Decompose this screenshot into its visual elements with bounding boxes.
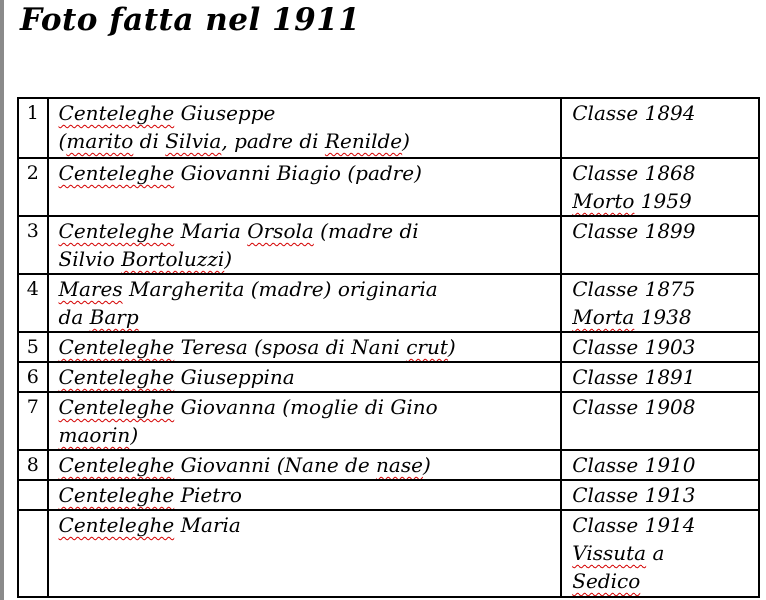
birth-year-line: Vissuta a [572,541,665,565]
spellcheck-flagged-word: Mares [58,277,123,301]
spellcheck-flagged-word: Morto [572,189,635,213]
birth-year-cell [561,98,759,158]
person-name-cell [48,158,562,216]
person-name-line: Centeleghe Giovanna (moglie di Gino [58,395,438,419]
row-number-cell: 6 [18,362,48,392]
birth-year-cell [561,392,759,450]
spellcheck-flagged-word: marito [66,129,134,153]
table-row [18,274,759,332]
person-name-cell [48,450,562,480]
spellcheck-flagged-word: Sedico [572,569,641,593]
person-name-cell [48,274,562,332]
birth-year-line: Classe 1903 [572,335,696,359]
birth-year-cell [561,216,759,274]
person-name-line: Centeleghe Giovanni (Nane de nase) [58,453,431,477]
page-left-edge [0,0,4,600]
person-name-cell [48,98,562,158]
birth-year-line: Classe 1894 [572,101,696,125]
spellcheck-flagged-word: Centeleghe [58,395,175,419]
table-row [18,332,759,362]
spellcheck-flagged-word: Vissuta [572,541,647,565]
row-number-cell: 3 [18,216,48,274]
birth-year-line: Classe 1891 [572,365,696,389]
birth-year-cell [561,450,759,480]
spellcheck-flagged-word: Centeleghe [58,101,175,125]
spellcheck-flagged-word: Centeleghe [58,453,175,477]
birth-year-cell [561,274,759,332]
table-row [18,392,759,450]
birth-year-line: Morta 1938 [572,305,692,329]
spellcheck-flagged-word: Renilde [324,129,403,153]
person-name-line: Mares Margherita (madre) originaria [58,277,438,301]
person-name-line: Centeleghe Teresa (sposa di Nani crut) [58,335,456,359]
spellcheck-flagged-word: Centeleghe [58,365,175,389]
table-row [18,362,759,392]
birth-year-line [572,567,754,595]
person-name-cell [48,216,562,274]
person-name-line: (marito di Silvia, padre di Renilde) [58,129,410,153]
person-name-cell [48,392,562,450]
row-number-cell: 2 [18,158,48,216]
person-name-cell [48,362,562,392]
birth-year-line: Classe 1914 [572,513,696,537]
spellcheck-flagged-word: Bortoluzzi [121,247,225,271]
spellcheck-flagged-word: Barp [89,305,139,329]
spellcheck-flagged-word: Morta [572,305,635,329]
row-number-cell [18,480,48,510]
birth-year-cell [561,362,759,392]
person-name-line: Centeleghe Pietro [58,483,242,507]
spellcheck-flagged-word: Centeleghe [58,335,175,359]
table-row [18,98,759,158]
person-name-line: Centeleghe Maria [58,513,241,537]
birth-year-line: Classe 1899 [572,219,696,243]
table-row [18,510,759,597]
spellcheck-flagged-word: nase [376,453,423,477]
table-row [18,216,759,274]
person-name-line: Silvio Bortoluzzi) [58,247,233,271]
birth-year-line: Classe 1910 [572,453,696,477]
birth-year-cell [561,480,759,510]
spellcheck-flagged-word: maorin [58,423,131,447]
person-name-line: Centeleghe Giovanni Biagio (padre) [58,161,422,185]
person-name-line: Centeleghe Giuseppe [58,101,276,125]
person-name-cell [48,332,562,362]
person-name-line: maorin) [58,423,139,447]
table-row [18,480,759,510]
birth-year-line: Classe 1908 [572,395,696,419]
person-name-cell [48,480,562,510]
person-name-line: Centeleghe Maria Orsola (madre di [58,219,419,243]
spellcheck-flagged-word: Centeleghe [58,161,175,185]
person-name-cell [48,510,562,597]
row-number-cell: 1 [18,98,48,158]
people-table [17,97,760,598]
birth-year-cell [561,158,759,216]
page-title: Foto fatta nel 1911 [20,2,361,38]
table-row [18,158,759,216]
birth-year-cell [561,510,759,597]
people-table-body [18,98,759,597]
spellcheck-flagged-word: Silvia [165,129,222,153]
spellcheck-flagged-word: Centeleghe [58,513,175,537]
row-number-cell: 7 [18,392,48,450]
person-name-line: da Barp [58,305,139,329]
birth-year-line: Classe 1913 [572,483,696,507]
row-number-cell: 8 [18,450,48,480]
spellcheck-flagged-word: crut [406,335,448,359]
table-row [18,450,759,480]
spellcheck-flagged-word: Centeleghe [58,483,175,507]
person-name-line: Centeleghe Giuseppina [58,365,295,389]
row-number-cell: 5 [18,332,48,362]
spellcheck-flagged-word: Orsola [247,219,314,243]
birth-year-line: Classe 1868 [572,161,696,185]
row-number-cell [18,510,48,597]
birth-year-cell [561,332,759,362]
row-number-cell: 4 [18,274,48,332]
spellcheck-flagged-word: Centeleghe [58,219,175,243]
birth-year-line: Classe 1875 [572,277,696,301]
birth-year-line: Morto 1959 [572,189,692,213]
